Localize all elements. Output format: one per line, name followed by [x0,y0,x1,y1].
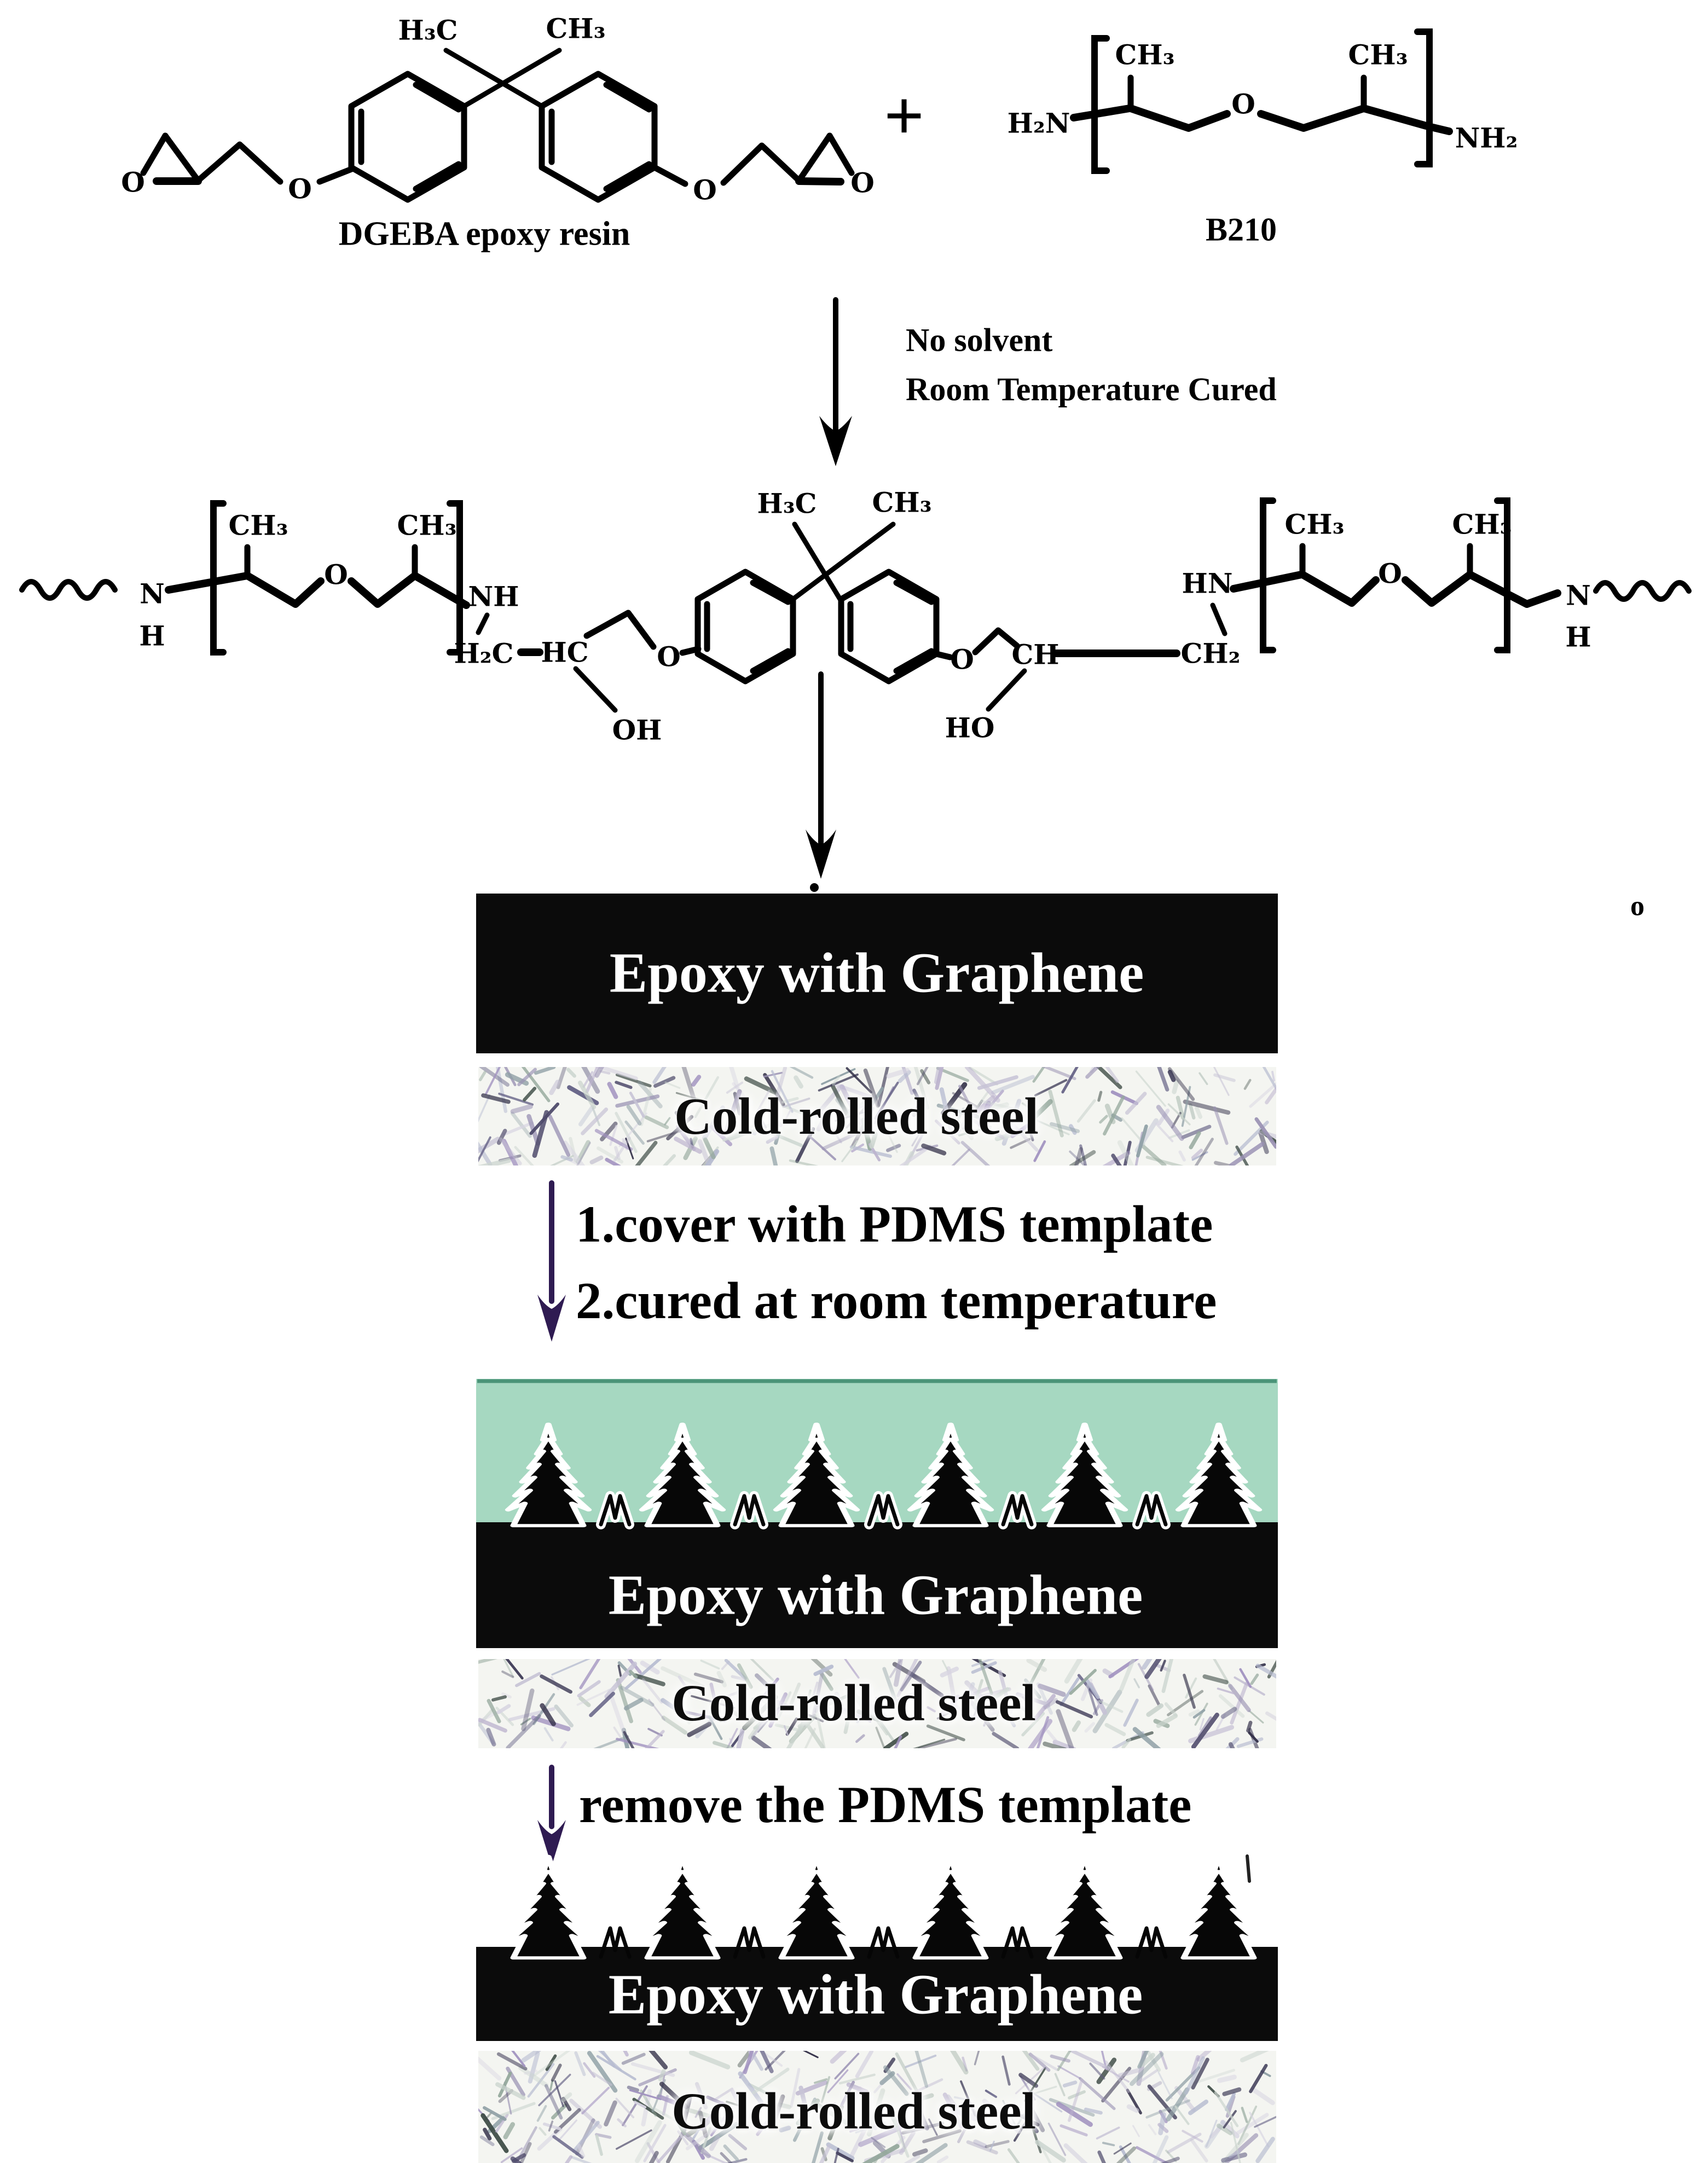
b210-methyl-1: CH₃ [1115,38,1175,71]
dgeba-structure [143,50,852,200]
step1-line2: Room Temperature Cured [906,371,1277,408]
steel-label-3: Cold-rolled steel [671,2082,1036,2140]
stray-o-mark: o [1630,890,1645,922]
polymer-ch2-right: CH₂ [1180,637,1241,670]
polymer-ho-right: HO [945,711,995,744]
arrow-to-coating [806,674,836,892]
b210-ether-o: O [1231,88,1255,120]
textured-interface-2 [508,1857,1259,1958]
polymer-methyl-right: CH₃ [872,486,932,519]
dgeba-ether-o-right: O [693,173,717,206]
step2-line2: 2.cured at room temperature [576,1272,1217,1330]
epoxy-label-3: Epoxy with Graphene [608,1963,1143,2026]
polymer-nh-left: NH [468,580,519,613]
polymer-ch3-3: CH₃ [1284,508,1345,541]
b210-methyl-2: CH₃ [1348,38,1408,71]
polymer-methyl-left: H₃C [757,487,817,520]
polymer-ch3-2: CH₃ [397,509,457,542]
polymer-ether-o-right: O [950,643,974,676]
polymer-h-left: H [139,619,165,652]
polymer-ch-right: CH [1011,638,1059,671]
step1-line1: No solvent [906,322,1053,358]
steel-label-1: Cold-rolled steel [674,1087,1039,1145]
polymer-hn-right: HN [1182,567,1233,600]
steel-label-2: Cold-rolled steel [671,1674,1036,1732]
dgeba-methyl-right-label: CH₃ [546,12,606,45]
b210-caption: B210 [1205,211,1277,248]
dgeba-epoxide-o-left: O [121,166,145,199]
arrow-step1 [819,300,852,466]
epoxy-label-2: Epoxy with Graphene [608,1563,1143,1627]
polymer-oh-left: OH [612,714,662,746]
epoxy-label-1: Epoxy with Graphene [609,941,1144,1005]
polymer-h-right: H [1565,621,1591,653]
dgeba-methyl-left-label: H₃C [398,14,458,47]
step3-line1: remove the PDMS template [579,1776,1192,1834]
polymer-n-right: N [1566,579,1591,612]
dgeba-epoxide-o-right: O [850,166,875,199]
dgeba-caption: DGEBA epoxy resin [338,215,630,253]
dgeba-ether-o-left: O [288,172,312,205]
polymer-ch3-1: CH₃ [228,509,288,542]
polymer-o-2: O [1378,557,1402,590]
b210-amine-left: H₂N [1007,107,1070,140]
polymer-n-left: N [140,577,165,610]
b210-amine-right: NH₂ [1455,121,1518,154]
arrow-step3 [537,1767,566,1866]
polymer-ether-o-left: O [657,640,681,673]
polymer-hc: HC [541,636,589,669]
arrow-step2 [537,1183,566,1342]
plus-sign: + [883,77,925,155]
polymer-h2c: H₂C [454,637,514,670]
polymer-ch3-4: CH₃ [1452,508,1512,541]
polymer-o-1: O [324,558,348,591]
step2-line1: 1.cover with PDMS template [576,1195,1213,1253]
